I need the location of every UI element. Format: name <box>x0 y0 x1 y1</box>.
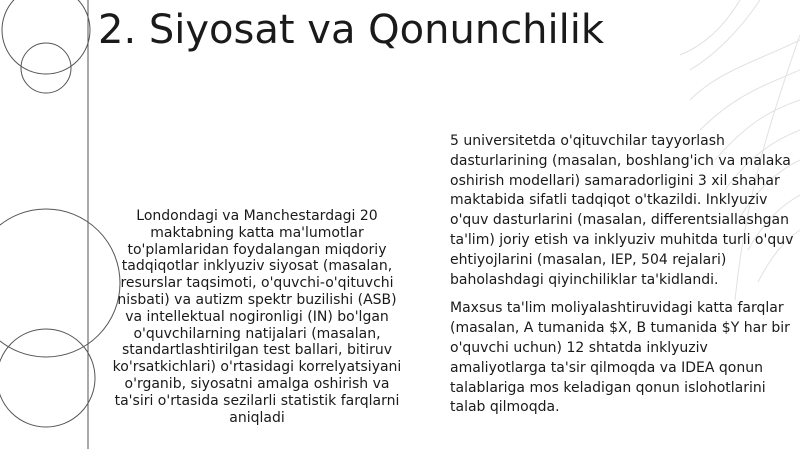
right-paragraph: 5 universitetda o'qituvchilar tayyorlash dasturlarining (masalan, boshlang'ich va malaka oshirish modellari) samaradorligini 3 xil shahar maktabida sifatli tadqiqot o'tkazildi. Inklyuziv o'quv dasturlarini (masalan, differentsiallashgan ta'lim) joriy etish va inklyuziv muhitda turli o'quv ehtiyojlarini (masalan, IEP, 504 rejalari) baholashdagi qiyinchiliklar ta'kidlandi. <box>450 133 794 288</box>
right-column <box>450 132 794 418</box>
page-title: 2. Siyosat va Qonunchilik <box>98 7 605 53</box>
circle-outline-large-bottom <box>0 209 120 357</box>
circle-outline-small-top <box>21 43 71 93</box>
right-paragraph: Maxsus ta'lim moliyalashtiruvidagi katta farqlar (masalan, A tumanida $X, B tumanida $Y har bir o'quvchi uchun) 12 shtatda inklyuziv amaliyotlarga ta'sir qilmoqda va IDEA qonun talablariga mos keladigan qonun islohotlarini talab qilmoqda. <box>450 300 790 416</box>
left-column-text: Londondagi va Manchestardagi 20 maktabning katta ma'lumotlar to'plamlaridan foydalangan miqdoriy tadqiqotlar inklyuziv siyosat (masalan, resurslar taqsimoti, o'quvchi-o'qituvchi nisbati) va autizm spektr buzilishi (ASB) va intellektual nogironligi (IN) bo'lgan o'quvchilarning natijalari (masalan, standartlashtirilgan test ballari, bitiruv ko'rsatkichlari) o'rtasidagi korrelyatsiyani o'rganib, siyosatni amalga oshirish va ta'siri o'rtasida sezilarli statistik farqlarni aniqladi <box>112 208 402 426</box>
circle-outline-small-bottom <box>0 329 95 427</box>
circle-outline-large-top <box>2 0 90 74</box>
